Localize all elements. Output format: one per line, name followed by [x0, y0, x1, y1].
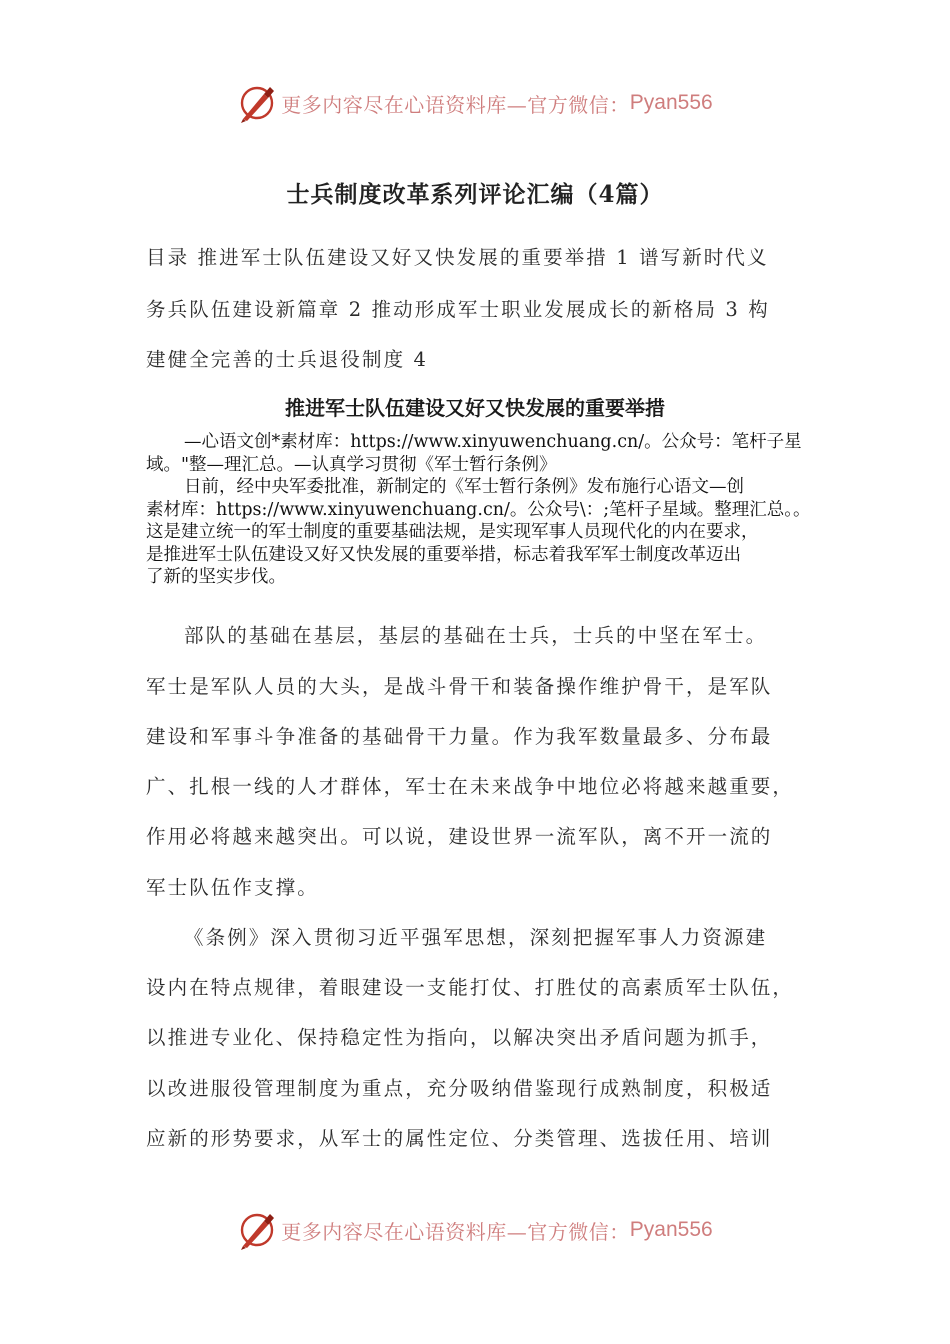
banner-wechat-id: Pyan556	[629, 91, 713, 114]
intro-line: 这是建立统一的军士制度的重要基础法规，是实现军事人员现代化的内在要求，	[146, 522, 759, 542]
body-line: 以推进专业化、保持稳定性为指向，以解决突出矛盾问题为抓手，	[146, 1026, 773, 1049]
body-line: 军士是军队人员的大头，是战斗骨干和装备操作维护骨干，是军队	[146, 675, 773, 698]
body-line: 军士队伍作支撑。	[146, 876, 319, 899]
toc-line: 目录 推进军士队伍建设又好又快发展的重要举措 1 谱写新时代义	[146, 246, 769, 269]
intro-line: 日前，经中央军委批准，新制定的《军士暂行条例》发布施行心语文—创	[184, 477, 744, 497]
body-line: 以改进服役管理制度为重点，充分吸纳借鉴现行成熟制度，积极适	[146, 1077, 773, 1100]
document-title: 士兵制度改革系列评论汇编（4篇）	[286, 181, 664, 208]
header-banner	[0, 78, 950, 128]
body-line: 《条例》深入贯彻习近平强军思想，深刻把握军事人力资源建	[184, 926, 768, 949]
banner-wechat-id: Pyan556	[629, 1218, 713, 1241]
body-line: 部队的基础在基层，基层的基础在士兵，士兵的中坚在军士。	[184, 624, 768, 647]
banner-text: 更多内容尽在心语资料库—官方微信：	[281, 1219, 630, 1244]
intro-line: 素材库：https://www.xinyuwenchuang.cn/。公众号\：;笔杆子星域。整理汇总。。	[146, 499, 811, 520]
footer-banner	[0, 1205, 950, 1255]
body-line: 设内在特点规律，着眼建设一支能打仗、打胜仗的高素质军士队伍，	[146, 976, 795, 999]
intro-line: 了新的坚实步伐。	[146, 567, 286, 587]
body-line: 广、扎根一线的人才群体，军士在未来战争中地位必将越来越重要，	[146, 775, 795, 798]
intro-line: 是推进军士队伍建设又好又快发展的重要举措，标志着我军军士制度改革迈出	[146, 544, 741, 565]
section-heading: 推进军士队伍建设又好又快发展的重要举措	[285, 396, 665, 420]
intro-line: 域。"整—理汇总。—认真学习贯彻《军士暂行条例》	[146, 454, 557, 475]
body-line: 建设和军事斗争准备的基础骨干力量。作为我军数量最多、分布最	[146, 725, 773, 748]
body-line: 作用必将越来越突出。可以说，建设世界一流军队，离不开一流的	[146, 825, 773, 848]
banner-text: 更多内容尽在心语资料库—官方微信：	[281, 92, 630, 117]
body-line: 应新的形势要求，从军士的属性定位、分类管理、选拔任用、培训	[146, 1127, 773, 1150]
toc-line: 建健全完善的士兵退役制度 4	[146, 348, 429, 371]
intro-block	[146, 431, 812, 589]
pen-logo-icon	[237, 83, 277, 123]
pen-logo-icon	[237, 1210, 277, 1250]
intro-line: —心语文创*素材库：https://www.xinyuwenchuang.cn/。公众号：笔杆子星	[184, 432, 802, 452]
toc-line: 务兵队伍建设新篇章 2 推动形成军士职业发展成长的新格局 3 构	[146, 298, 770, 321]
